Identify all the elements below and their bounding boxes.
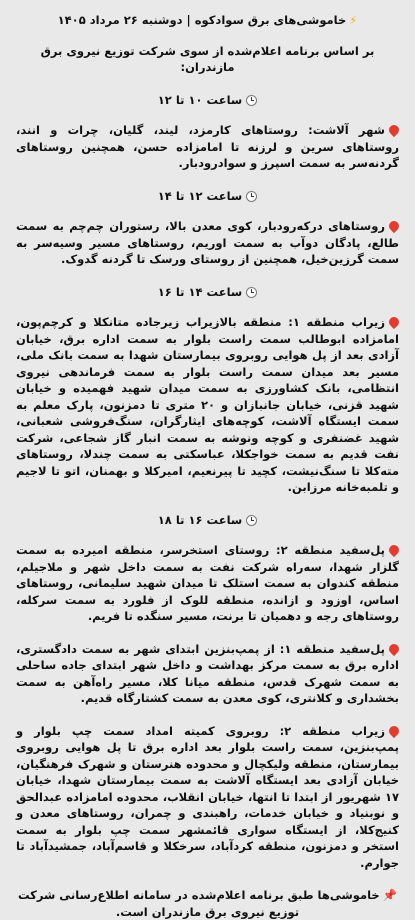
post-title-line <box>16 12 399 29</box>
location-pin-icon <box>387 723 401 737</box>
location-pin-icon <box>387 315 401 329</box>
location-pin-icon <box>387 543 401 557</box>
outage-area <box>16 314 399 496</box>
outage-area-text: شهر آلاشت: روستاهای کارمزد، لیند، گلیان، چرات و انند، روستاهای سرین و لرزنه تا امامزاده حسن، همچنین روستاهای گردنه‌سر به سمت اسپرز و سوادرودبار. <box>16 123 399 170</box>
outage-area-text: زیراب منطقه ۲: روبروی کمیته امداد سمت چپ بلوار و پمپ‌بنزین، سمت راست بلوار بعد اداره برق تا پل هوایی روبروی بیمارستان، منطقه ولیکچال و محدوده هنرستان و شهرک فرهنگیان، خیابان آزادی بعد ایستگاه آلاشت به سمت بیمارستان شهدا، خیابان ۱۷ شهریور از ابتدا تا انتها، خیابان انقلاب، محدوده امامزاده عبدالحق و نوبنیاد و خیابان خدمات، راهبندی و چمران، روستاهای معدن و کنیج‌کلا، از ایستگاه سواری قائمشهر سمت چپ بلوار به سمت استخر و دمزنون، منطقه کردآباد، سرخکلا و قاسم‌آباد، جمشیدآباد تا جوارم. <box>16 723 399 870</box>
outage-area-text: زیراب منطقه ۱: منطقه بالازیراب زیرجاده متانکلا و کرچم‌پون، امامزاده ابوطالب سمت راست بلوار به سمت اداره برق، خیابان آزادی بعد از پل هوایی روبروی بیمارستان شهدا به سمت بانک ملی، مسیر بعد میدان سمت راست بلوار به سمت فرماندهی نیروی انتظامی، بانک کشاورزی به سمت میدان شهید فهمیده و خیابان شهید قزنی، خیابان جانبازان و ۲۰ متری تا دمزنون، پارک معلم به سمت ایستگاه آلاشت، کوچه‌های ایثارگران، سنگ‌فروشی شعبانی، شهید غضنفری و کوچه ونوشه به سمت انبار گاز شجاعی، شرکت نفت قدیم به سمت خواجکلا، عباسکتی به سمت چندلا، روستاهای متەکلا تا سنگ‌نیشت، کچید تا پیرنعیم، امیرکلا و بهمنان، اتو تا لاجیم و تلمبه‌خانه مرزابن. <box>16 315 399 494</box>
lightning-icon: ⚡ <box>349 13 358 27</box>
outage-area-text: روستاهای درکه‌رودبار، کوی معدن بالا، رستوران چم‌چم به سمت طالع، پادگان دوآب به سمت اوریم، روستاهای مسیر وسیه‌سر به سمت گرزین‌خیل، همچنین از روستای ورسک تا گردنه گدوک. <box>16 219 399 266</box>
outage-area-text: پل‌سفید منطقه ۲: روستای استخرسر، منطقه امیرده به سمت گلزار شهدا، سه‌راه شرکت نفت به سمت داخل شهر و ملاجیلم، منطقه کندوان به سمت استلک تا میدان شهید سلیمانی، روستاهای اساس، اوزود و ازانده، منطقه للوک از فلورد به سمت سرکله، روستاهای رجه و دهمیان تا برنت، مسیر سنگده تا فریم. <box>16 543 399 623</box>
outage-area <box>16 218 399 268</box>
outage-area <box>16 641 399 707</box>
location-pin-icon <box>387 641 401 655</box>
time-slot-heading <box>16 188 399 205</box>
post-title: خاموشی‌های برق سوادکوه | دوشنبه ۲۶ مرداد ۱۴۰۵ <box>57 13 347 27</box>
footer-note: خاموشی‌ها طبق برنامه اعلام‌شده در سامانه اطلاع‌رسانی شرکت توزیع نیروی برق مازندران است. <box>17 888 380 919</box>
location-pin-icon <box>387 123 401 137</box>
time-slot-label: ساعت ۱۶ تا ۱۸ <box>157 512 243 527</box>
time-slot-label: ساعت ۱۲ تا ۱۴ <box>157 188 243 203</box>
outage-area <box>16 723 399 872</box>
clock-icon <box>246 191 257 202</box>
time-slot-label: ساعت ۱۴ تا ۱۶ <box>157 284 243 299</box>
time-slot-heading <box>16 512 399 529</box>
time-slot-heading <box>16 284 399 301</box>
outage-area <box>16 122 399 172</box>
post-intro: بر اساس برنامه اعلام‌شده از سوی شرکت توزیع نیروی برق مازندران: <box>40 43 375 74</box>
location-pin-icon <box>387 219 401 233</box>
clock-icon <box>246 515 257 526</box>
time-slot-label: ساعت ۱۰ تا ۱۲ <box>157 92 243 107</box>
outage-area-text: پل‌سفید منطقه ۱: از پمپ‌بنزین ابتدای شهر به سمت دادگستری، اداره برق به سمت مرکز بهداشت و داخل شهر ابتدای جاده ساحلی به سمت شهرک قدس، منطقه میانا کلا، مسیر راه‌آهن به سمت بخشداری و کلانتری، کوی معدن به سمت کشتارگاه قدیم. <box>16 641 399 705</box>
outage-area <box>16 542 399 625</box>
time-slot-heading <box>16 92 399 109</box>
clock-icon <box>246 287 257 298</box>
pushpin-icon: 📌 <box>382 888 398 902</box>
clock-icon <box>246 95 257 106</box>
footer-note-line <box>16 887 399 920</box>
